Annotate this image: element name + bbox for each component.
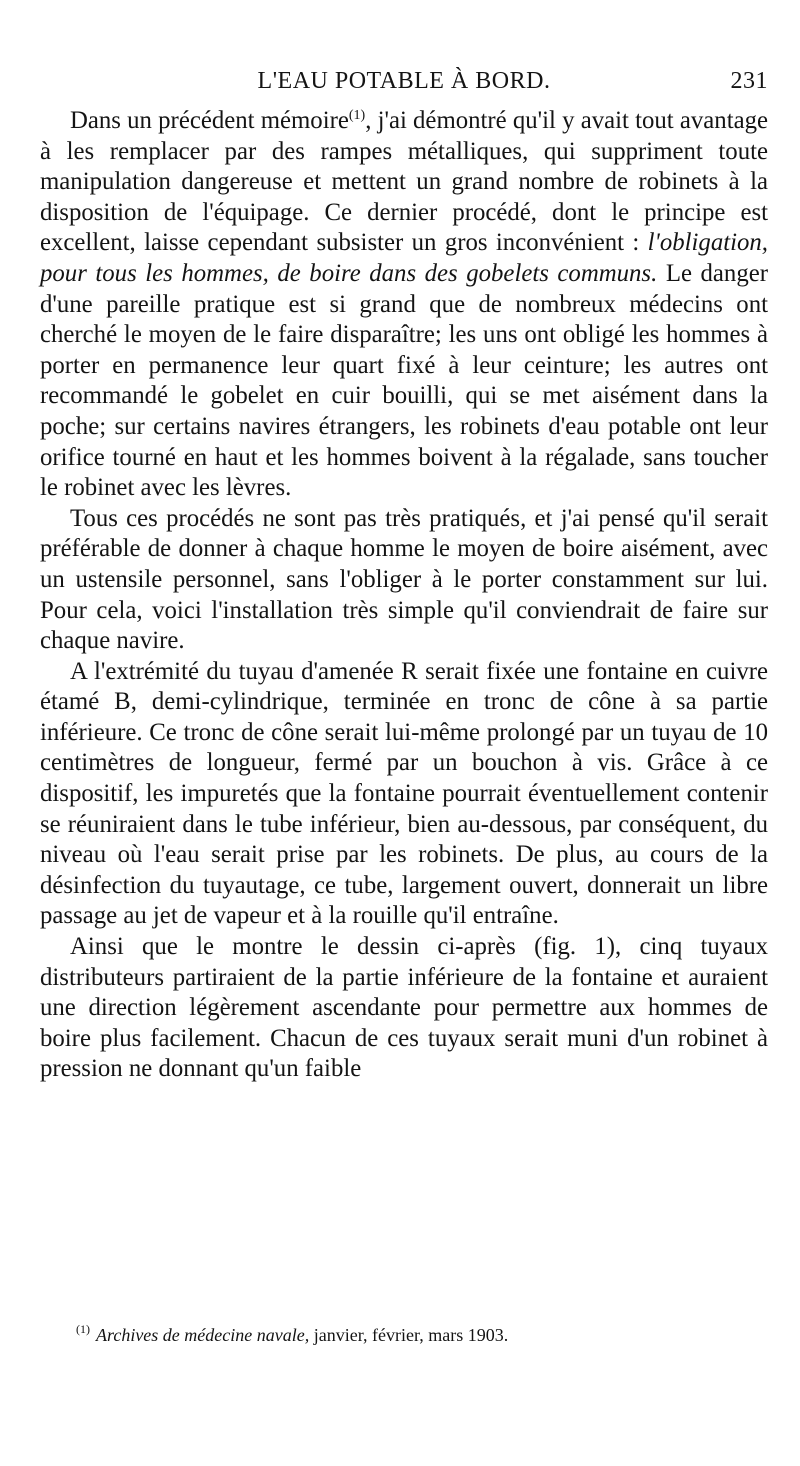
footnote-reference: (1) [348, 108, 366, 123]
running-head [40, 60, 768, 106]
footnote-mark: (1) [76, 1322, 90, 1336]
page-number: 231 [730, 68, 768, 94]
paragraph-1-part-a: Dans un précédent mémoire [70, 107, 349, 134]
paragraph-1-part-b: , j'ai démontré qu'il y avait tout avantage à les remplacer par des rampes métalliques, qui suppriment toute manipulation dangereuse et mettent un grand nombre de robinets à la disposition de l'équipage. Ce dernier procédé, dont le principe est excellent, laisse cependant subsister un gros inconvénient : [40, 107, 768, 257]
footnote-source: Archives de médecine navale, [96, 1325, 310, 1345]
paragraph-1-emphasis: l'obligation, pour tous les hommes, de boire dans des gobelets communs. [40, 229, 768, 287]
paragraph-3: A l'extrémité du tuyau d'amenée R serait fixée une fontaine en cuivre étamé B, demi-cylindrique, terminée en tronc de cône à sa partie inférieure. Ce tronc de cône serait lui-même prolongé par un tuyau de 10 centimètres de longueur, fermé par un bouchon à vis. Grâce à ce dispositif, les impuretés que la fontaine pourrait éventuellement contenir se réuniraient dans le tube inférieur, bien au-dessous, par conséquent, du niveau où l'eau serait prise par les robinets. De plus, au cours de la désinfection du tuyautage, ce tube, largement ouvert, donnerait un libre passage au jet de vapeur et à la rouille qu'il entraîne. [40, 657, 768, 930]
paragraph-1-part-c: Le danger d'une pareille pratique est si grand que de nombreux médecins ont cherché le moyen de le faire disparaître; les uns ont obligé les hommes à porter en permanence leur quart fixé à leur ceinture; les autres ont recommandé le gobelet en cuir bouilli, qui se met aisément dans la poche; sur certains navires étrangers, les robinets d'eau potable ont leur orifice tourné en haut et les hommes boivent à la régalade, sans toucher le robinet avec les lèvres. [40, 259, 768, 502]
footnote-dates: janvier, février, mars 1903. [309, 1325, 509, 1345]
paragraph-4: Ainsi que le montre le dessin ci-après (fig. 1), cinq tuyaux distributeurs partiraient de la partie inférieure de la fontaine et auraient une direction légèrement ascendante pour permettre aux hommes de boire plus facilement. Chacun de ces tuyaux serait muni d'un robinet à pression ne donnant qu'un faible [40, 933, 768, 1083]
book-page [40, 60, 768, 1440]
footnote [76, 1322, 508, 1346]
paragraph-2: Tous ces procédés ne sont pas très pratiqués, et j'ai pensé qu'il serait préférable de donner à chaque homme le moyen de boire aisément, avec un ustensile personnel, sans l'obliger à le porter constamment sur lui. Pour cela, voici l'installation très simple qu'il conviendrait de faire sur chaque navire. [40, 504, 768, 655]
main-text [40, 106, 768, 1085]
running-title: L'EAU POTABLE À BORD. [257, 68, 551, 94]
paragraph-1 [40, 106, 768, 504]
